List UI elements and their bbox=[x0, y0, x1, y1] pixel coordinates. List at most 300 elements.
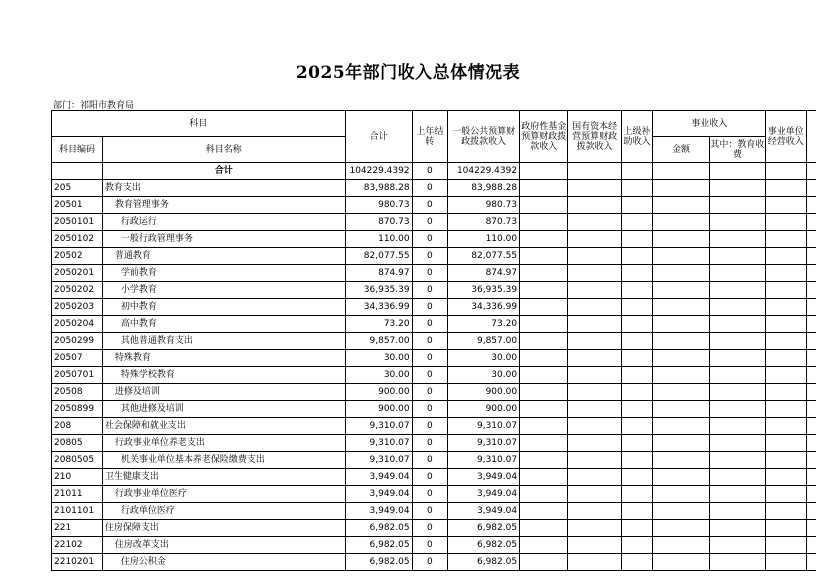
row-carryover: 0 bbox=[412, 180, 448, 197]
table-row bbox=[52, 282, 816, 299]
table-row bbox=[52, 418, 816, 435]
subject-name: 特殊学校教育 bbox=[102, 367, 345, 384]
empty-cell bbox=[709, 435, 765, 452]
empty-cell bbox=[653, 486, 709, 503]
subject-code: 2050102 bbox=[52, 231, 103, 248]
empty-cell bbox=[568, 401, 621, 418]
empty-cell bbox=[621, 163, 653, 180]
table-row bbox=[52, 197, 816, 214]
row-carryover: 0 bbox=[412, 537, 448, 554]
empty-cell bbox=[621, 469, 653, 486]
header-business-unit: 事业单位经营收入 bbox=[766, 111, 807, 163]
row-carryover: 0 bbox=[412, 333, 448, 350]
empty-cell bbox=[766, 180, 807, 197]
empty-cell bbox=[653, 231, 709, 248]
empty-cell bbox=[709, 316, 765, 333]
row-general-budget: 30.00 bbox=[448, 367, 520, 384]
empty-cell bbox=[806, 401, 816, 418]
empty-cell bbox=[709, 265, 765, 282]
empty-cell bbox=[568, 554, 621, 571]
row-total: 3,949.04 bbox=[345, 486, 412, 503]
table-row bbox=[52, 180, 816, 197]
empty-cell bbox=[766, 265, 807, 282]
empty-cell bbox=[709, 554, 765, 571]
subject-name: 行政事业单位养老支出 bbox=[102, 435, 345, 452]
empty-cell bbox=[806, 214, 816, 231]
row-carryover: 0 bbox=[412, 435, 448, 452]
empty-cell bbox=[709, 452, 765, 469]
empty-cell bbox=[653, 248, 709, 265]
header-carryover: 上年结转 bbox=[412, 111, 448, 163]
row-general-budget: 9,857.00 bbox=[448, 333, 520, 350]
empty-cell bbox=[568, 537, 621, 554]
subject-name: 教育支出 bbox=[102, 180, 345, 197]
empty-cell bbox=[520, 180, 568, 197]
empty-cell bbox=[568, 486, 621, 503]
empty-cell bbox=[568, 282, 621, 299]
subject-name: 特殊教育 bbox=[102, 350, 345, 367]
subject-name: 行政运行 bbox=[102, 214, 345, 231]
empty-cell bbox=[568, 180, 621, 197]
header-gov-fund: 政府性基金预算财政拨款收入 bbox=[520, 111, 568, 163]
empty-cell bbox=[766, 537, 807, 554]
subject-code: 221 bbox=[52, 520, 103, 537]
empty-cell bbox=[520, 503, 568, 520]
subject-code: 22102 bbox=[52, 537, 103, 554]
row-carryover: 0 bbox=[412, 231, 448, 248]
empty-cell bbox=[766, 350, 807, 367]
empty-cell bbox=[520, 486, 568, 503]
empty-cell bbox=[568, 316, 621, 333]
empty-cell bbox=[621, 486, 653, 503]
empty-cell bbox=[520, 469, 568, 486]
row-total: 9,857.00 bbox=[345, 333, 412, 350]
empty-cell bbox=[653, 469, 709, 486]
empty-cell bbox=[653, 452, 709, 469]
empty-cell bbox=[766, 435, 807, 452]
row-general-budget: 83,988.28 bbox=[448, 180, 520, 197]
empty-cell bbox=[766, 452, 807, 469]
subject-code: 20805 bbox=[52, 435, 103, 452]
row-carryover: 0 bbox=[412, 469, 448, 486]
empty-cell bbox=[806, 469, 816, 486]
empty-cell bbox=[568, 469, 621, 486]
empty-cell bbox=[709, 384, 765, 401]
row-total: 9,310.07 bbox=[345, 435, 412, 452]
empty-cell bbox=[709, 299, 765, 316]
header-state-capital: 国有资本经营预算财政拨款收入 bbox=[568, 111, 621, 163]
row-carryover: 0 bbox=[412, 486, 448, 503]
total-row bbox=[52, 163, 816, 180]
table-row bbox=[52, 214, 816, 231]
row-general-budget: 900.00 bbox=[448, 384, 520, 401]
empty-cell bbox=[568, 197, 621, 214]
empty-cell bbox=[709, 163, 765, 180]
empty-cell bbox=[709, 180, 765, 197]
row-carryover: 0 bbox=[412, 520, 448, 537]
empty-cell bbox=[806, 248, 816, 265]
empty-cell bbox=[520, 197, 568, 214]
empty-cell bbox=[568, 384, 621, 401]
subject-code: 2050299 bbox=[52, 333, 103, 350]
empty-cell bbox=[653, 299, 709, 316]
row-carryover: 0 bbox=[412, 418, 448, 435]
empty-cell bbox=[621, 214, 653, 231]
empty-cell bbox=[709, 350, 765, 367]
table-row bbox=[52, 350, 816, 367]
header-superior-subsidy: 上级补助收入 bbox=[621, 111, 653, 163]
header-amount: 金额 bbox=[653, 137, 709, 163]
row-general-budget: 73.20 bbox=[448, 316, 520, 333]
empty-cell bbox=[568, 452, 621, 469]
empty-cell bbox=[806, 418, 816, 435]
empty-cell bbox=[806, 503, 816, 520]
row-total: 30.00 bbox=[345, 367, 412, 384]
empty-cell bbox=[520, 163, 568, 180]
row-total: 6,982.05 bbox=[345, 537, 412, 554]
row-general-budget: 82,077.55 bbox=[448, 248, 520, 265]
empty-cell bbox=[806, 180, 816, 197]
empty-cell bbox=[653, 418, 709, 435]
row-carryover: 0 bbox=[412, 282, 448, 299]
empty-cell bbox=[766, 248, 807, 265]
report-title: 2025年部门收入总体情况表 bbox=[295, 63, 521, 83]
row-general-budget: 6,982.05 bbox=[448, 520, 520, 537]
empty-cell bbox=[653, 282, 709, 299]
empty-cell bbox=[653, 554, 709, 571]
table-row bbox=[52, 367, 816, 384]
header-subject: 科目 bbox=[52, 111, 346, 137]
row-carryover: 0 bbox=[412, 197, 448, 214]
empty-cell bbox=[806, 520, 816, 537]
row-carryover: 0 bbox=[412, 452, 448, 469]
empty-cell bbox=[520, 316, 568, 333]
row-total: 980.73 bbox=[345, 197, 412, 214]
empty-cell bbox=[766, 503, 807, 520]
subject-code: 210 bbox=[52, 469, 103, 486]
table-row bbox=[52, 452, 816, 469]
empty-cell bbox=[709, 333, 765, 350]
table-row bbox=[52, 333, 816, 350]
empty-cell bbox=[520, 265, 568, 282]
empty-cell bbox=[568, 231, 621, 248]
empty-cell bbox=[520, 231, 568, 248]
empty-cell bbox=[568, 350, 621, 367]
subject-code: 2050201 bbox=[52, 265, 103, 282]
row-total: 110.00 bbox=[345, 231, 412, 248]
row-carryover: 0 bbox=[412, 401, 448, 418]
empty-cell bbox=[806, 350, 816, 367]
empty-cell bbox=[709, 367, 765, 384]
empty-cell bbox=[568, 214, 621, 231]
empty-cell bbox=[520, 214, 568, 231]
empty-cell bbox=[653, 214, 709, 231]
row-carryover: 0 bbox=[412, 316, 448, 333]
empty-cell bbox=[806, 384, 816, 401]
empty-cell bbox=[520, 248, 568, 265]
empty-cell bbox=[653, 537, 709, 554]
empty-cell bbox=[806, 282, 816, 299]
subject-code: 20502 bbox=[52, 248, 103, 265]
empty-cell bbox=[621, 401, 653, 418]
empty-cell bbox=[709, 231, 765, 248]
empty-cell bbox=[806, 435, 816, 452]
empty-cell bbox=[806, 197, 816, 214]
empty-cell bbox=[709, 282, 765, 299]
empty-cell bbox=[653, 520, 709, 537]
row-total: 870.73 bbox=[345, 214, 412, 231]
row-total: 3,949.04 bbox=[345, 469, 412, 486]
row-general-budget: 980.73 bbox=[448, 197, 520, 214]
empty-cell bbox=[621, 180, 653, 197]
empty-cell bbox=[709, 418, 765, 435]
empty-cell bbox=[653, 384, 709, 401]
empty-cell bbox=[568, 367, 621, 384]
empty-cell bbox=[653, 401, 709, 418]
row-general-budget: 3,949.04 bbox=[448, 503, 520, 520]
row-total: 83,988.28 bbox=[345, 180, 412, 197]
subject-name: 其他普通教育支出 bbox=[102, 333, 345, 350]
subject-name: 卫生健康支出 bbox=[102, 469, 345, 486]
subject-name: 普通教育 bbox=[102, 248, 345, 265]
empty-cell bbox=[568, 418, 621, 435]
empty-cell bbox=[520, 537, 568, 554]
row-carryover: 0 bbox=[412, 214, 448, 231]
row-general-budget: 30.00 bbox=[448, 350, 520, 367]
empty-cell bbox=[621, 435, 653, 452]
subject-code: 2080505 bbox=[52, 452, 103, 469]
empty-cell bbox=[766, 520, 807, 537]
subject-code: 205 bbox=[52, 180, 103, 197]
empty-cell bbox=[709, 197, 765, 214]
subject-name: 社会保障和就业支出 bbox=[102, 418, 345, 435]
subject-name: 一般行政管理事务 bbox=[102, 231, 345, 248]
empty-cell bbox=[709, 248, 765, 265]
row-general-budget: 3,949.04 bbox=[448, 486, 520, 503]
row-general-budget: 900.00 bbox=[448, 401, 520, 418]
empty-cell bbox=[653, 197, 709, 214]
total-label: 合计 bbox=[102, 163, 345, 180]
income-table bbox=[51, 110, 816, 571]
row-total: 36,935.39 bbox=[345, 282, 412, 299]
row-total: 900.00 bbox=[345, 384, 412, 401]
empty-cell bbox=[806, 333, 816, 350]
empty-cell bbox=[806, 231, 816, 248]
table-row bbox=[52, 265, 816, 282]
row-total: 6,982.05 bbox=[345, 520, 412, 537]
subject-name: 小学教育 bbox=[102, 282, 345, 299]
empty-cell bbox=[806, 316, 816, 333]
row-general-budget: 874.97 bbox=[448, 265, 520, 282]
row-total: 6,982.05 bbox=[345, 554, 412, 571]
empty-cell bbox=[766, 401, 807, 418]
subject-name: 学前教育 bbox=[102, 265, 345, 282]
table-row bbox=[52, 248, 816, 265]
row-total: 9,310.07 bbox=[345, 418, 412, 435]
total-general-budget: 104229.4392 bbox=[448, 163, 520, 180]
subject-code: 2050202 bbox=[52, 282, 103, 299]
row-total: 34,336.99 bbox=[345, 299, 412, 316]
table-row bbox=[52, 486, 816, 503]
row-total: 900.00 bbox=[345, 401, 412, 418]
empty-cell bbox=[621, 537, 653, 554]
empty-cell bbox=[653, 163, 709, 180]
row-general-budget: 3,949.04 bbox=[448, 469, 520, 486]
subject-name: 教育管理事务 bbox=[102, 197, 345, 214]
empty-cell bbox=[520, 333, 568, 350]
empty-cell bbox=[621, 350, 653, 367]
empty-cell bbox=[806, 163, 816, 180]
row-total: 9,310.07 bbox=[345, 452, 412, 469]
row-carryover: 0 bbox=[412, 265, 448, 282]
table-row bbox=[52, 554, 816, 571]
header-subject-name: 科目名称 bbox=[102, 137, 345, 163]
empty-cell bbox=[520, 299, 568, 316]
subject-code: 2210201 bbox=[52, 554, 103, 571]
empty-cell bbox=[653, 265, 709, 282]
empty-cell bbox=[766, 333, 807, 350]
table-row bbox=[52, 299, 816, 316]
empty-cell bbox=[621, 520, 653, 537]
empty-cell bbox=[806, 265, 816, 282]
subject-name: 住房公积金 bbox=[102, 554, 345, 571]
empty-cell bbox=[621, 231, 653, 248]
empty-cell bbox=[520, 384, 568, 401]
empty-cell bbox=[520, 554, 568, 571]
header-business-income: 事业收入 bbox=[653, 111, 766, 137]
empty-cell bbox=[621, 197, 653, 214]
header-cut-column bbox=[806, 111, 816, 163]
empty-cell bbox=[709, 520, 765, 537]
row-carryover: 0 bbox=[412, 503, 448, 520]
header-subject-code: 科目编码 bbox=[52, 137, 103, 163]
row-carryover: 0 bbox=[412, 367, 448, 384]
empty-cell bbox=[653, 316, 709, 333]
empty-cell bbox=[806, 367, 816, 384]
empty-cell bbox=[709, 401, 765, 418]
table-row bbox=[52, 537, 816, 554]
empty-cell bbox=[520, 401, 568, 418]
empty-cell bbox=[709, 469, 765, 486]
department-label: 部门：祁阳市教育局 bbox=[53, 101, 135, 111]
row-general-budget: 9,310.07 bbox=[448, 418, 520, 435]
row-carryover: 0 bbox=[412, 350, 448, 367]
subject-code: 2050701 bbox=[52, 367, 103, 384]
subject-name: 住房改革支出 bbox=[102, 537, 345, 554]
subject-code: 21011 bbox=[52, 486, 103, 503]
empty-cell bbox=[621, 265, 653, 282]
table-row bbox=[52, 316, 816, 333]
subject-code: 2050101 bbox=[52, 214, 103, 231]
empty-cell bbox=[621, 333, 653, 350]
empty-cell bbox=[621, 316, 653, 333]
row-carryover: 0 bbox=[412, 299, 448, 316]
subject-name: 行政单位医疗 bbox=[102, 503, 345, 520]
empty-cell bbox=[806, 554, 816, 571]
empty-cell bbox=[621, 248, 653, 265]
empty-cell bbox=[653, 333, 709, 350]
empty-cell bbox=[520, 435, 568, 452]
subject-name: 机关事业单位基本养老保险缴费支出 bbox=[102, 452, 345, 469]
row-total: 82,077.55 bbox=[345, 248, 412, 265]
empty-cell bbox=[621, 418, 653, 435]
row-carryover: 0 bbox=[412, 384, 448, 401]
subject-code: 2050204 bbox=[52, 316, 103, 333]
empty-cell bbox=[766, 231, 807, 248]
empty-cell bbox=[766, 486, 807, 503]
empty-cell bbox=[766, 282, 807, 299]
table-row bbox=[52, 469, 816, 486]
empty-cell bbox=[621, 367, 653, 384]
row-total: 874.97 bbox=[345, 265, 412, 282]
subject-name: 高中教育 bbox=[102, 316, 345, 333]
empty-cell bbox=[653, 180, 709, 197]
empty-cell bbox=[520, 418, 568, 435]
table-row bbox=[52, 384, 816, 401]
row-carryover: 0 bbox=[412, 248, 448, 265]
empty-cell bbox=[621, 282, 653, 299]
subject-name: 进修及培训 bbox=[102, 384, 345, 401]
empty-cell bbox=[621, 384, 653, 401]
table-row bbox=[52, 520, 816, 537]
empty-cell bbox=[568, 299, 621, 316]
empty-cell bbox=[653, 435, 709, 452]
row-total: 30.00 bbox=[345, 350, 412, 367]
subject-name: 行政事业单位医疗 bbox=[102, 486, 345, 503]
empty-cell bbox=[806, 299, 816, 316]
subject-code: 20507 bbox=[52, 350, 103, 367]
empty-cell bbox=[766, 163, 807, 180]
row-general-budget: 6,982.05 bbox=[448, 537, 520, 554]
empty-cell bbox=[806, 537, 816, 554]
row-total: 3,949.04 bbox=[345, 503, 412, 520]
empty-cell bbox=[653, 367, 709, 384]
empty-cell bbox=[806, 452, 816, 469]
subject-code: 20501 bbox=[52, 197, 103, 214]
row-total: 73.20 bbox=[345, 316, 412, 333]
empty-cell bbox=[520, 452, 568, 469]
empty-cell bbox=[520, 520, 568, 537]
empty-cell bbox=[568, 333, 621, 350]
total-amount: 104229.4392 bbox=[345, 163, 412, 180]
empty-cell bbox=[568, 248, 621, 265]
empty-cell bbox=[621, 554, 653, 571]
empty-cell bbox=[568, 520, 621, 537]
table-row bbox=[52, 503, 816, 520]
empty-cell bbox=[709, 214, 765, 231]
empty-cell bbox=[621, 299, 653, 316]
empty-cell bbox=[709, 503, 765, 520]
empty-cell bbox=[709, 486, 765, 503]
empty-cell bbox=[520, 282, 568, 299]
empty-cell bbox=[766, 469, 807, 486]
empty-cell bbox=[568, 265, 621, 282]
subject-code: 20508 bbox=[52, 384, 103, 401]
row-carryover: 0 bbox=[412, 554, 448, 571]
subject-code: 2050203 bbox=[52, 299, 103, 316]
empty-cell bbox=[568, 503, 621, 520]
subject-code: 208 bbox=[52, 418, 103, 435]
empty-cell bbox=[568, 163, 621, 180]
row-general-budget: 9,310.07 bbox=[448, 452, 520, 469]
subject-code: 2101101 bbox=[52, 503, 103, 520]
empty-cell bbox=[653, 350, 709, 367]
empty-cell bbox=[709, 537, 765, 554]
subject-name: 住房保障支出 bbox=[102, 520, 345, 537]
row-general-budget: 36,935.39 bbox=[448, 282, 520, 299]
row-general-budget: 870.73 bbox=[448, 214, 520, 231]
empty-cell bbox=[653, 503, 709, 520]
